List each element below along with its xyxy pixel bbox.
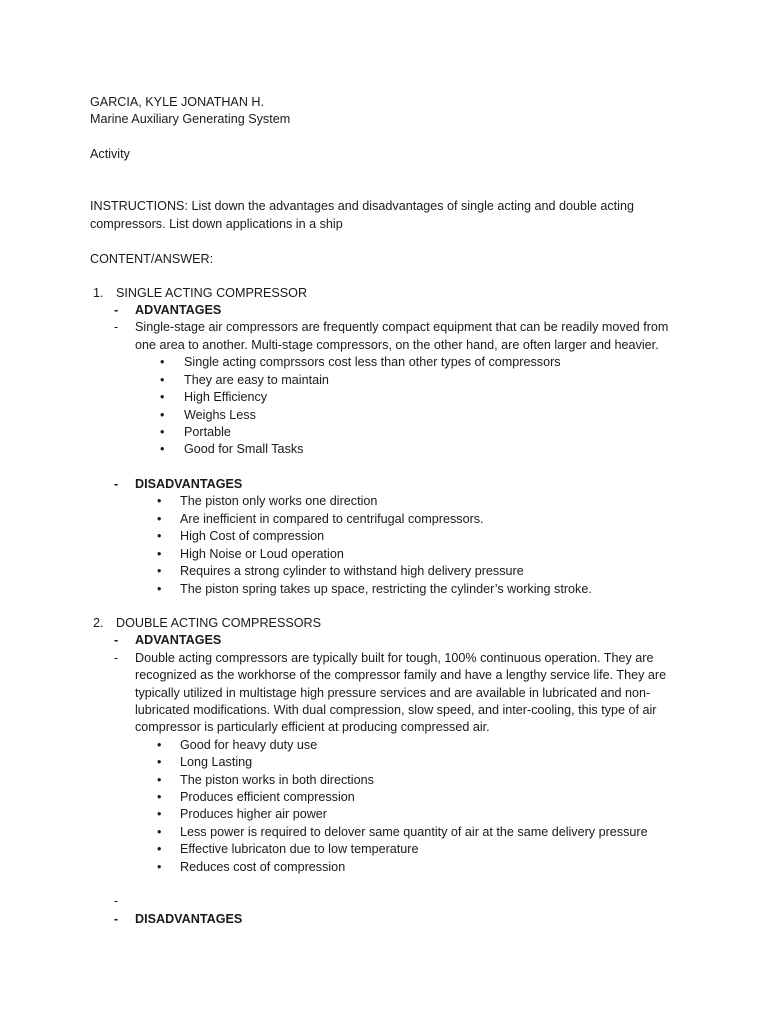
bullet-icon: •: [157, 564, 162, 578]
bullet-icon: •: [160, 408, 165, 422]
dash-marker: -: [114, 303, 119, 317]
list-item: High Cost of compression: [180, 529, 325, 543]
list-item: Reduces cost of compression: [180, 860, 346, 874]
disadvantages-heading: DISADVANTAGES: [135, 477, 243, 491]
intro-line: Double acting compressors are typically built for tough, 100% continuous operation. They are: [135, 651, 654, 665]
list-item: Effective lubricaton due to low temperature: [180, 842, 419, 856]
content-label: CONTENT/ANSWER:: [90, 252, 214, 266]
list-item: Requires a strong cylinder to withstand high delivery pressure: [180, 564, 524, 578]
course-title: Marine Auxiliary Generating System: [90, 112, 291, 126]
intro-line: Single-stage air compressors are frequently compact equipment that can be readily moved from: [135, 320, 669, 334]
bullet-icon: •: [157, 512, 162, 526]
dash-marker: -: [114, 651, 119, 665]
bullet-icon: •: [157, 790, 162, 804]
intro-line: lubricated modifications. With dual compression, slow speed, and inter-cooling, this type of air: [135, 703, 657, 717]
advantages-heading: ADVANTAGES: [135, 303, 222, 317]
list-item: The piston only works one direction: [180, 494, 378, 508]
instructions-line-2: compressors. List down applications in a ship: [90, 217, 343, 231]
advantages-heading: ADVANTAGES: [135, 633, 222, 647]
bullet-icon: •: [157, 529, 162, 543]
bullet-icon: •: [160, 425, 165, 439]
bullet-icon: •: [157, 825, 162, 839]
list-item: Good for heavy duty use: [180, 738, 318, 752]
instructions-line-1: INSTRUCTIONS: List down the advantages and disadvantages of single acting and double acting: [90, 199, 634, 213]
intro-line: typically utilized in multistage high pressure services and are available in lubricated and non-: [135, 686, 651, 700]
bullet-icon: •: [157, 842, 162, 856]
bullet-icon: •: [157, 494, 162, 508]
list-item: Good for Small Tasks: [184, 442, 304, 456]
intro-line: recognized as the workhorse of the compressor family and have a lengthy service life. They are: [135, 668, 667, 682]
bullet-icon: •: [160, 390, 165, 404]
bullet-icon: •: [160, 355, 165, 369]
intro-line: compressor is particularly efficient at producing compressed air.: [135, 720, 490, 734]
dash-marker: -: [114, 477, 119, 491]
bullet-icon: •: [157, 738, 162, 752]
list-item: High Noise or Loud operation: [180, 547, 344, 561]
list-item: Portable: [184, 425, 231, 439]
section-number: 2.: [93, 616, 104, 630]
section-title: SINGLE ACTING COMPRESSOR: [116, 286, 308, 300]
list-item: Long Lasting: [180, 755, 253, 769]
dash-marker: -: [114, 320, 119, 334]
bullet-icon: •: [160, 373, 165, 387]
bullet-icon: •: [157, 755, 162, 769]
section-number: 1.: [93, 286, 104, 300]
activity-label: Activity: [90, 147, 130, 161]
intro-line: one area to another. Multi-stage compressors, on the other hand, are often larger and heavier.: [135, 338, 659, 352]
list-item: Less power is required to delover same quantity of air at the same delivery pressure: [180, 825, 648, 839]
dash-marker: -: [114, 912, 119, 926]
bullet-icon: •: [157, 547, 162, 561]
list-item: The piston works in both directions: [180, 773, 374, 787]
dash-marker: -: [114, 894, 119, 908]
list-item: The piston spring takes up space, restricting the cylinder’s working stroke.: [180, 582, 592, 596]
list-item: Produces higher air power: [180, 807, 328, 821]
bullet-icon: •: [160, 442, 165, 456]
bullet-icon: •: [157, 773, 162, 787]
dash-marker: -: [114, 633, 119, 647]
student-name: GARCIA, KYLE JONATHAN H.: [90, 95, 265, 109]
bullet-icon: •: [157, 860, 162, 874]
bullet-icon: •: [157, 582, 162, 596]
list-item: High Efficiency: [184, 390, 268, 404]
list-item: Are inefficient in compared to centrifugal compressors.: [180, 512, 484, 526]
list-item: Produces efficient compression: [180, 790, 355, 804]
disadvantages-heading: DISADVANTAGES: [135, 912, 243, 926]
list-item: Single acting comprssors cost less than other types of compressors: [184, 355, 561, 369]
list-item: They are easy to maintain: [184, 373, 329, 387]
bullet-icon: •: [157, 807, 162, 821]
list-item: Weighs Less: [184, 408, 256, 422]
section-title: DOUBLE ACTING COMPRESSORS: [116, 616, 322, 630]
